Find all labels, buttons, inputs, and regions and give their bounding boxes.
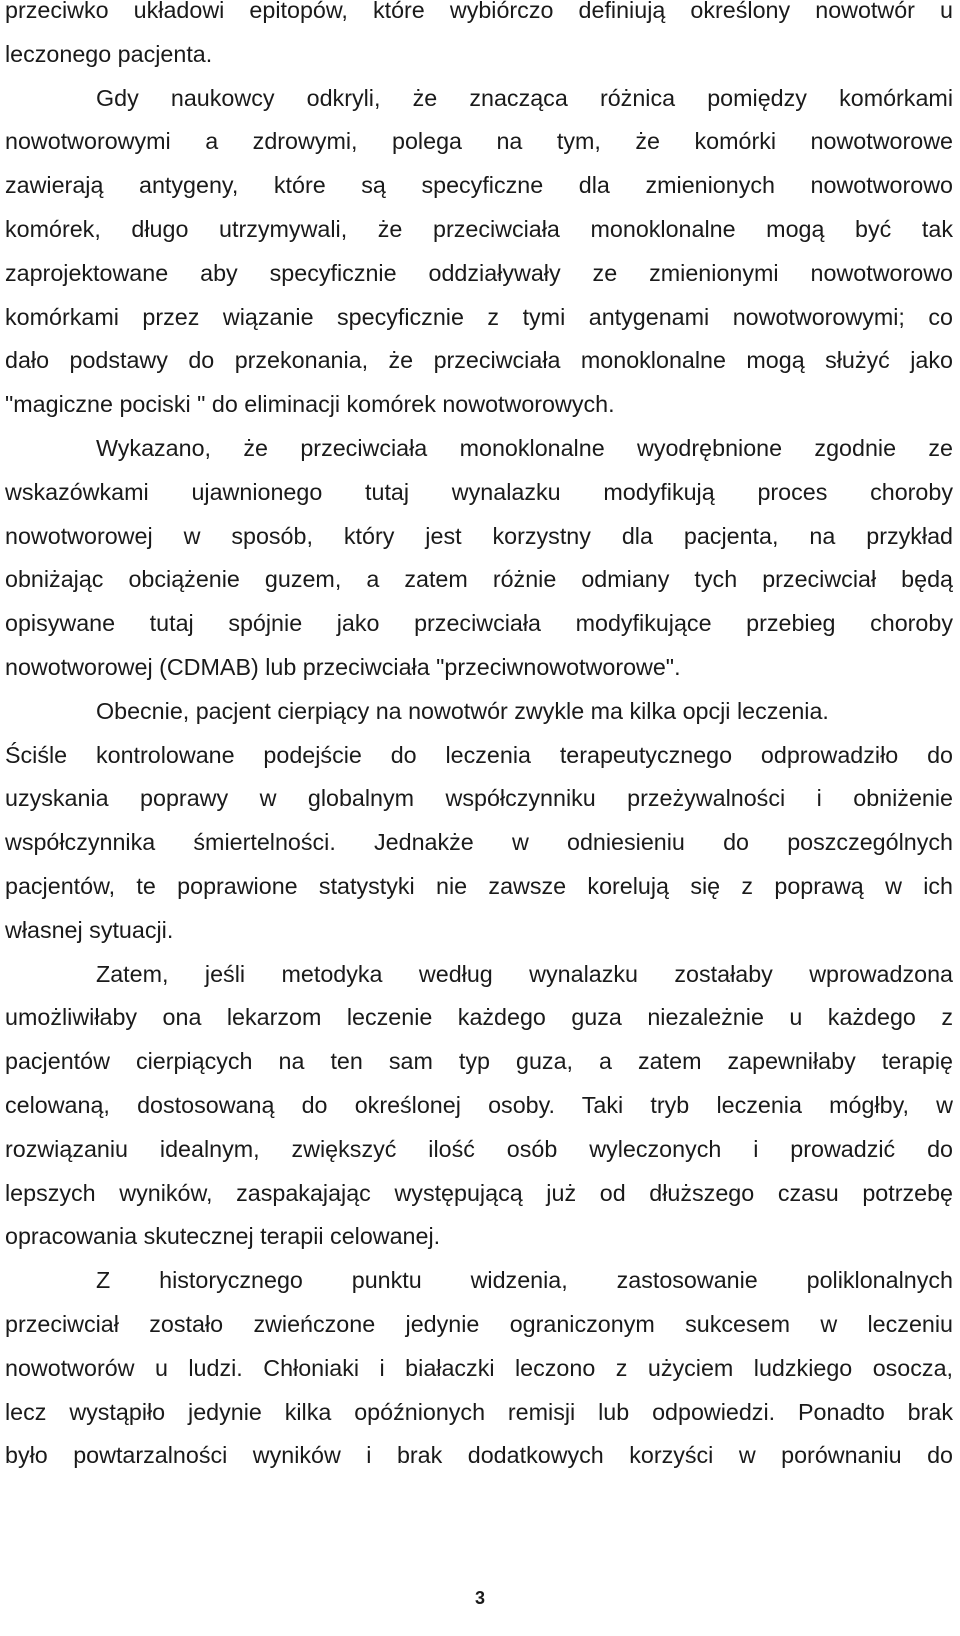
- text-line: zaprojektowane aby specyficznie oddziaływały ze zmienionymi nowotworowo: [5, 259, 953, 286]
- text-line: lecz wystąpiło jedynie kilka opóźnionych remisji lub odpowiedzi. Ponadto brak: [5, 1398, 953, 1425]
- text-line: celowaną, dostosowaną do określonej osoby. Taki tryb leczenia mógłby, w: [5, 1091, 953, 1118]
- text-line: uzyskania poprawy w globalnym współczynniku przeżywalności i obniżenie: [5, 785, 953, 812]
- text-line: "magiczne pociski " do eliminacji komórek nowotworowych.: [5, 391, 615, 418]
- text-line: pacjentów, te poprawione statystyki nie zawsze korelują się z poprawą w ich: [5, 872, 953, 899]
- text-line: opisywane tutaj spójnie jako przeciwciała modyfikujące przebieg choroby: [5, 610, 953, 637]
- text-line: Wykazano, że przeciwciała monoklonalne wyodrębnione zgodnie ze: [96, 434, 953, 461]
- text-line: leczonego pacjenta.: [5, 40, 213, 67]
- text-line: Z historycznego punktu widzenia, zastosowanie poliklonalnych: [96, 1267, 953, 1294]
- text-line: zawierają antygeny, które są specyficzne dla zmienionych nowotworowo: [5, 172, 953, 199]
- text-line: nowotworowej w sposób, który jest korzystny dla pacjenta, na przykład: [5, 522, 953, 549]
- text-line: komórkami przez wiązanie specyficznie z tymi antygenami nowotworowymi; co: [5, 303, 953, 330]
- text-line: przeciwko układowi epitopów, które wybiórczo definiują określony nowotwór u: [5, 0, 953, 23]
- text-line: obniżając obciążenie guzem, a zatem różnie odmiany tych przeciwciał będą: [5, 566, 953, 593]
- text-line: nowotworów u ludzi. Chłoniaki i białaczki leczono z użyciem ludzkiego osocza,: [5, 1354, 953, 1381]
- text-line: dało podstawy do przekonania, że przeciwciała monoklonalne mogą służyć jako: [5, 347, 953, 374]
- text-line: pacjentów cierpiących na ten sam typ guza, a zatem zapewniłaby terapię: [5, 1048, 953, 1075]
- text-line: Zatem, jeśli metodyka według wynalazku zostałaby wprowadzona: [96, 960, 953, 987]
- text-line: umożliwiłaby ona lekarzom leczenie każdego guza niezależnie u każdego z: [5, 1004, 953, 1031]
- text-line: lepszych wyników, zaspakajając występującą już od dłuższego czasu potrzebę: [5, 1179, 953, 1206]
- text-line: przeciwciał zostało zwieńczone jedynie ograniczonym sukcesem w leczeniu: [5, 1310, 953, 1337]
- text-line: było powtarzalności wyników i brak dodatkowych korzyści w porównaniu do: [5, 1442, 953, 1469]
- text-line: rozwiązaniu idealnym, zwiększyć ilość osób wyleczonych i prowadzić do: [5, 1135, 953, 1162]
- text-line: Obecnie, pacjent cierpiący na nowotwór zwykle ma kilka opcji leczenia.: [96, 697, 829, 724]
- text-line: własnej sytuacji.: [5, 916, 174, 943]
- document-page: [5, 0, 953, 1489]
- text-line: Ściśle kontrolowane podejście do leczenia terapeutycznego odprowadziło do: [5, 741, 953, 768]
- document-body: [5, 0, 953, 1478]
- text-line: Gdy naukowcy odkryli, że znacząca różnica pomiędzy komórkami: [96, 84, 953, 111]
- text-line: nowotworowej (CDMAB) lub przeciwciała "przeciwnowotworowe".: [5, 653, 681, 680]
- text-line: wskazówkami ujawnionego tutaj wynalazku modyfikują proces choroby: [5, 478, 953, 505]
- page-number: 3: [474, 1588, 485, 1608]
- text-line: opracowania skutecznej terapii celowanej.: [5, 1223, 441, 1250]
- text-line: współczynnika śmiertelności. Jednakże w odniesieniu do poszczególnych: [5, 829, 953, 856]
- text-line: nowotworowymi a zdrowymi, polega na tym, że komórki nowotworowe: [5, 128, 953, 155]
- text-line: komórek, długo utrzymywali, że przeciwciała monoklonalne mogą być tak: [5, 215, 953, 242]
